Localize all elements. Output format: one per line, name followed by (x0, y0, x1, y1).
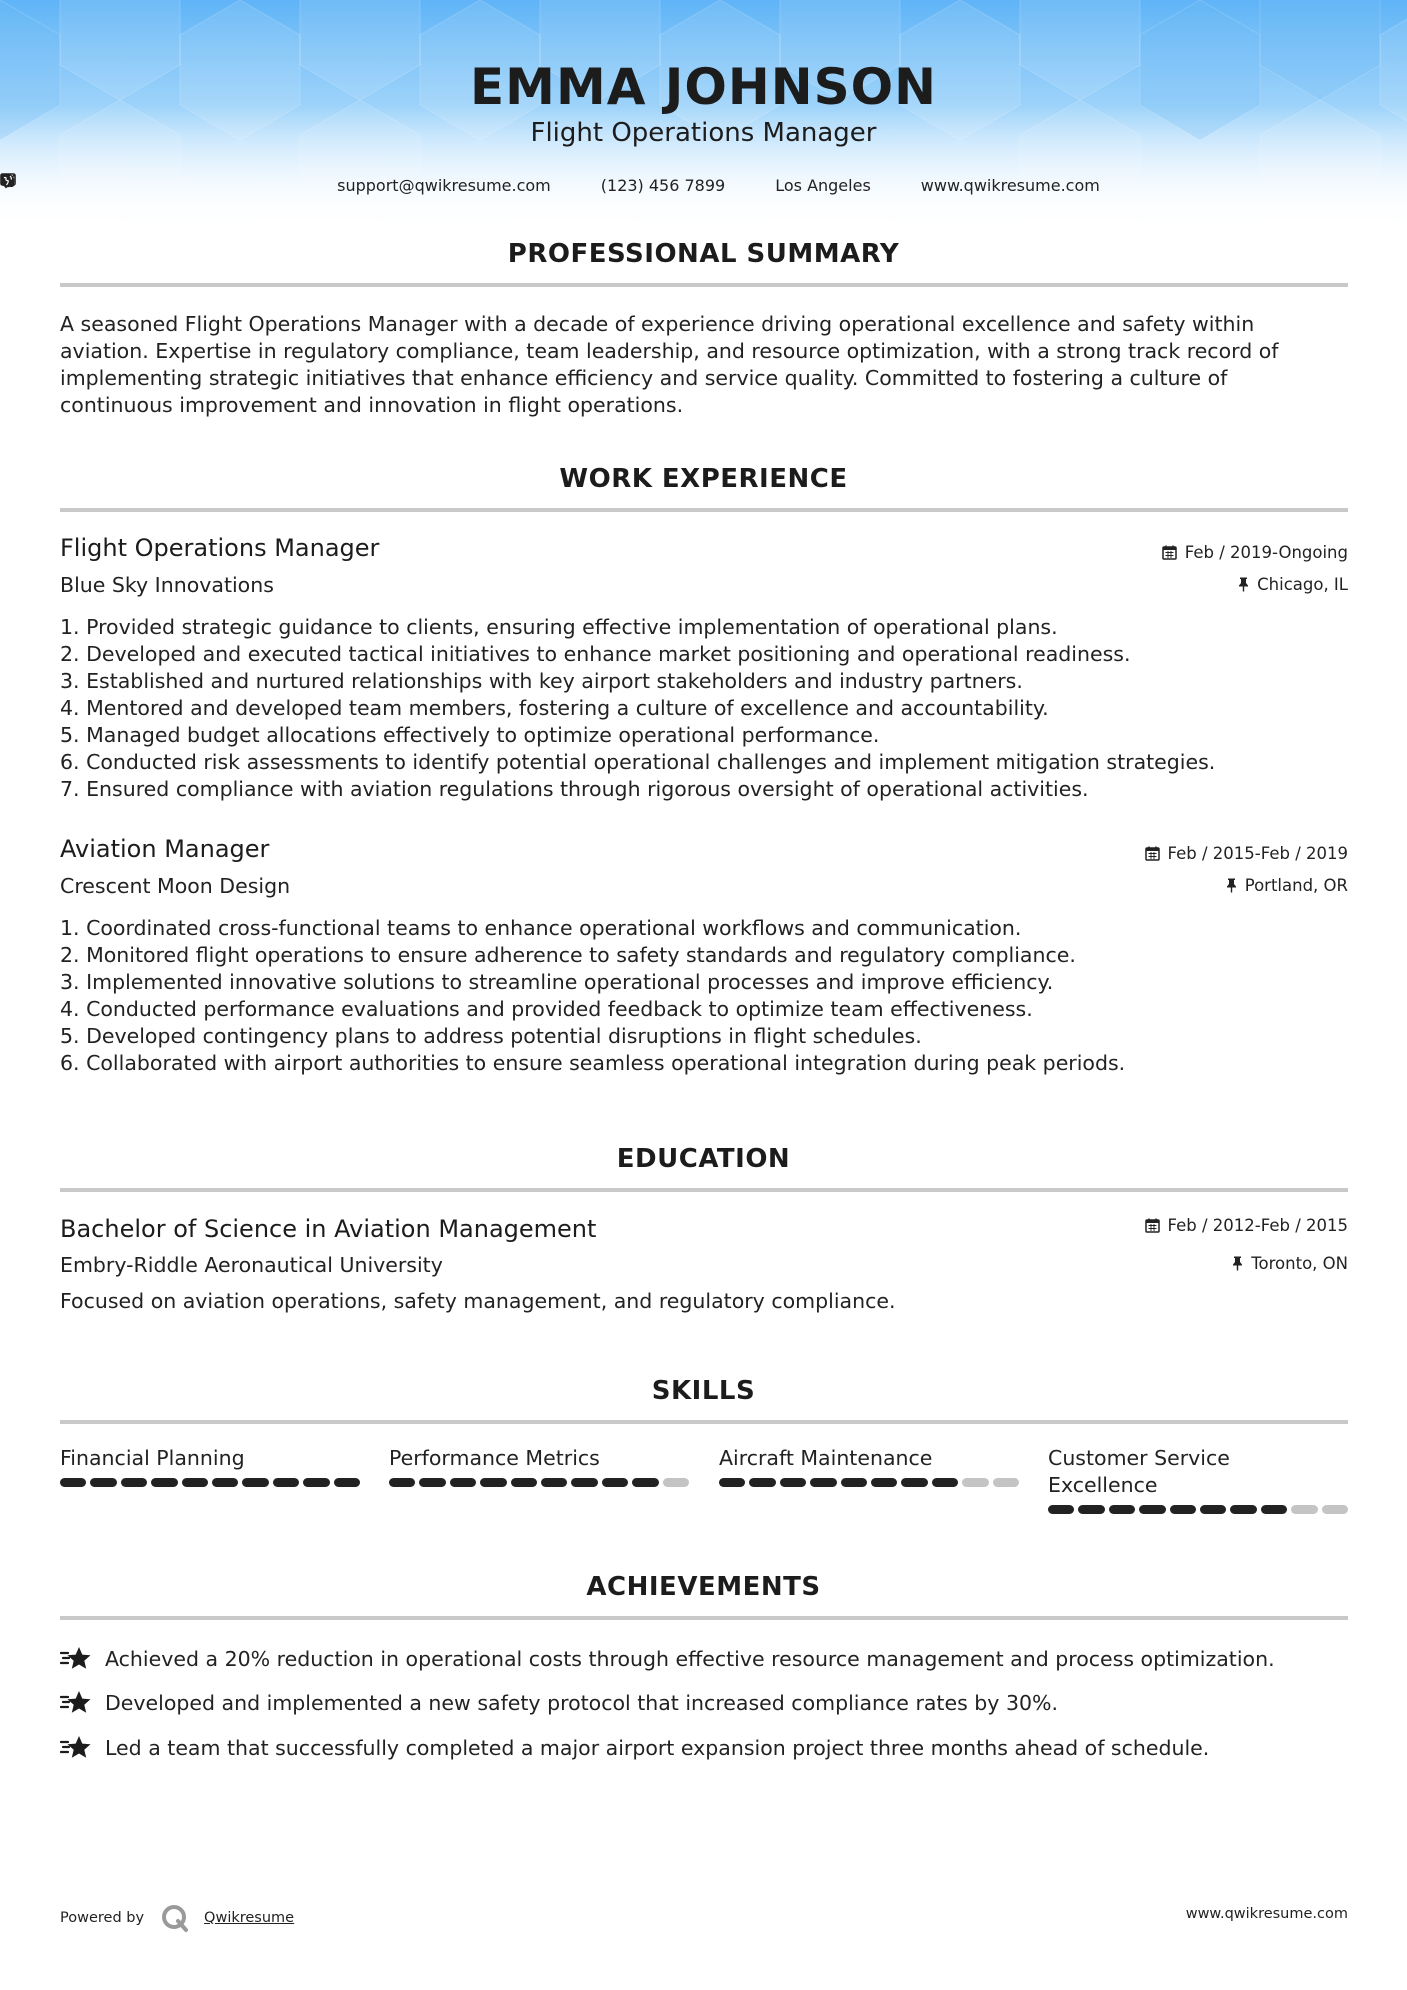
job-title: Aviation Manager (60, 835, 270, 863)
skill-dot-filled (1261, 1505, 1287, 1514)
achievements-divider (60, 1616, 1348, 1620)
skill-dot-filled (450, 1478, 476, 1487)
skill-dot-filled (632, 1478, 658, 1487)
summary-line: implementing strategic initiatives that enhance efficiency and service quality. Committed to fostering a culture of (60, 366, 1228, 390)
star-icon (60, 1645, 92, 1673)
job-duties-list (60, 915, 1350, 1077)
skill-dot-filled (1078, 1505, 1104, 1514)
education-location (1232, 1254, 1348, 1273)
summary-heading: PROFESSIONAL SUMMARY (507, 239, 900, 269)
education-description: Focused on aviation operations, safety management, and regulatory compliance. (60, 1289, 896, 1313)
skill-dot-filled (749, 1478, 775, 1487)
list-item: 6. Conducted risk assessments to identify potential operational challenges and implement mitigation strategies. (60, 750, 1216, 774)
skill-name-line: Excellence (1048, 1473, 1158, 1497)
skill-dot-filled (1230, 1505, 1256, 1514)
job-dates-text: Feb / 2019-Ongoing (1184, 543, 1348, 562)
experience-heading: WORK EXPERIENCE (559, 464, 848, 494)
envelope-icon (307, 177, 323, 193)
skill-dot-filled (182, 1478, 208, 1487)
list-item: 1. Coordinated cross-functional teams to enhance operational workflows and communication. (60, 916, 1022, 940)
achievement-item (60, 1689, 1350, 1717)
location-text: Los Angeles (775, 175, 871, 195)
list-item: 2. Monitored flight operations to ensure adherence to safety standards and regulatory compliance. (60, 943, 1076, 967)
job-company: Crescent Moon Design (60, 874, 291, 898)
job-duties-list (60, 614, 1350, 803)
skill-name: Financial Planning (60, 1446, 245, 1470)
achievement-text: Developed and implemented a new safety protocol that increased compliance rates by 30%. (105, 1691, 1059, 1715)
skill-rating (1048, 1505, 1348, 1514)
job-location-text: Chicago, IL (1257, 575, 1348, 594)
list-item: 5. Developed contingency plans to address potential disruptions in flight schedules. (60, 1024, 922, 1048)
skill-dot-empty (663, 1478, 689, 1487)
skill-dot-empty (1291, 1505, 1317, 1514)
skill-dot-filled (242, 1478, 268, 1487)
skill-item (60, 1445, 360, 1487)
skill-dot-filled (121, 1478, 147, 1487)
job-location (1238, 575, 1348, 594)
achievement-text: Led a team that successfully completed a major airport expansion project three months ahead of schedule. (105, 1736, 1210, 1760)
skill-dot-filled (1200, 1505, 1226, 1514)
education-location-text: Toronto, ON (1251, 1254, 1348, 1273)
skill-rating (719, 1478, 1019, 1487)
skill-dot-filled (334, 1478, 360, 1487)
summary-line: aviation. Expertise in regulatory compliance, team leadership, and resource optimization, with a strong track record of (60, 339, 1279, 363)
skill-name (1048, 1445, 1348, 1499)
skill-dot-filled (780, 1478, 806, 1487)
list-item: 7. Ensured compliance with aviation regulations through rigorous oversight of operational activities. (60, 777, 1089, 801)
qwikresume-link[interactable]: Qwikresume (204, 1910, 295, 1926)
degree-title: Bachelor of Science in Aviation Management (60, 1215, 597, 1243)
skill-dot-filled (602, 1478, 628, 1487)
email-text: support@qwikresume.com (337, 175, 551, 195)
header-banner (0, 0, 1407, 235)
experience-divider (60, 508, 1348, 512)
skill-dot-filled (901, 1478, 927, 1487)
summary-line: A seasoned Flight Operations Manager with a decade of experience driving operational excellence and safety within (60, 312, 1255, 336)
star-icon (60, 1734, 92, 1762)
skill-dot-filled (1170, 1505, 1196, 1514)
achievement-item (60, 1645, 1350, 1673)
list-item: 4. Mentored and developed team members, fostering a culture of excellence and accountability. (60, 696, 1049, 720)
website-text: www.qwikresume.com (920, 175, 1100, 195)
pushpin-icon (1238, 577, 1249, 592)
powered-by-label: Powered by (60, 1910, 145, 1926)
job-location-text: Portland, OR (1244, 876, 1348, 895)
achievement-item (60, 1734, 1350, 1762)
list-item: 4. Conducted performance evaluations and provided feedback to optimize team effectiveness. (60, 997, 1033, 1021)
skill-name: Aircraft Maintenance (719, 1446, 933, 1470)
skill-dot-filled (389, 1478, 415, 1487)
education-dates-text: Feb / 2012-Feb / 2015 (1167, 1216, 1348, 1235)
skill-dot-filled (151, 1478, 177, 1487)
job-location (1226, 876, 1348, 895)
skill-dot-filled (810, 1478, 836, 1487)
star-icon (60, 1689, 92, 1717)
skill-dot-empty (1322, 1505, 1348, 1514)
contact-email[interactable] (307, 176, 551, 195)
skill-rating (60, 1478, 360, 1487)
pushpin-icon (1226, 878, 1237, 893)
skill-dot-filled (541, 1478, 567, 1487)
skill-dot-filled (1139, 1505, 1165, 1514)
globe-icon (891, 177, 907, 193)
contact-phone[interactable] (571, 176, 725, 195)
list-item: 2. Developed and executed tactical initiatives to enhance market positioning and operational readiness. (60, 642, 1131, 666)
skills-heading: SKILLS (651, 1376, 756, 1406)
skill-dot-filled (719, 1478, 745, 1487)
calendar-icon (1145, 846, 1160, 861)
skill-dot-filled (303, 1478, 329, 1487)
footer-website[interactable]: www.qwikresume.com (1185, 1906, 1348, 1922)
education-divider (60, 1188, 1348, 1192)
summary-divider (60, 283, 1348, 287)
skill-dot-filled (273, 1478, 299, 1487)
skill-dot-empty (993, 1478, 1019, 1487)
skill-dot-filled (511, 1478, 537, 1487)
skill-dot-filled (60, 1478, 86, 1487)
job-dates (1145, 844, 1348, 863)
calendar-icon (1145, 1218, 1160, 1233)
education-dates (1145, 1216, 1348, 1235)
footer-powered-by (60, 1903, 294, 1933)
skill-item (1048, 1445, 1348, 1514)
skill-item (389, 1445, 689, 1487)
phone-text: (123) 456 7899 (600, 175, 726, 195)
list-item: 3. Established and nurtured relationships with key airport stakeholders and industry partners. (60, 669, 1023, 693)
job-title: Flight Operations Manager (60, 534, 380, 562)
skill-dot-filled (90, 1478, 116, 1487)
skill-dot-filled (871, 1478, 897, 1487)
skill-dot-filled (212, 1478, 238, 1487)
list-item: 3. Implemented innovative solutions to streamline operational processes and improve efficiency. (60, 970, 1054, 994)
list-item: 6. Collaborated with airport authorities to ensure seamless operational integration during peak periods. (60, 1051, 1126, 1075)
skills-divider (60, 1420, 1348, 1424)
candidate-title: Flight Operations Manager (530, 118, 877, 148)
job-company: Blue Sky Innovations (60, 573, 274, 597)
skill-dot-filled (1048, 1505, 1074, 1514)
education-heading: EDUCATION (616, 1144, 791, 1174)
qwikresume-logo (160, 1903, 190, 1933)
skill-name-line: Customer Service (1048, 1446, 1230, 1470)
skill-item (719, 1445, 1019, 1487)
phone-icon (571, 177, 587, 193)
summary-text (60, 311, 1350, 419)
contact-bar (0, 173, 1407, 197)
achievements-heading: ACHIEVEMENTS (586, 1572, 821, 1602)
skill-dot-empty (962, 1478, 988, 1487)
school-name: Embry-Riddle Aeronautical University (60, 1253, 443, 1277)
pushpin-icon (1232, 1256, 1243, 1271)
skill-name: Performance Metrics (389, 1446, 600, 1470)
skill-dot-filled (841, 1478, 867, 1487)
calendar-icon (1162, 545, 1177, 560)
summary-line: continuous improvement and innovation in flight operations. (60, 393, 684, 417)
skill-dot-filled (571, 1478, 597, 1487)
list-item: 1. Provided strategic guidance to clients, ensuring effective implementation of operational plans. (60, 615, 1058, 639)
achievement-text: Achieved a 20% reduction in operational costs through effective resource management and process optimization. (105, 1647, 1275, 1671)
skill-dot-filled (419, 1478, 445, 1487)
skill-rating (389, 1478, 689, 1487)
skill-dot-filled (1109, 1505, 1135, 1514)
contact-location (745, 176, 871, 195)
candidate-name: EMMA JOHNSON (470, 58, 937, 116)
list-item: 5. Managed budget allocations effectively to optimize operational performance. (60, 723, 880, 747)
skill-dot-filled (932, 1478, 958, 1487)
job-dates-text: Feb / 2015-Feb / 2019 (1167, 844, 1348, 863)
job-dates (1162, 543, 1348, 562)
map-pin-icon (745, 177, 761, 193)
contact-website[interactable] (891, 176, 1100, 195)
skill-dot-filled (480, 1478, 506, 1487)
